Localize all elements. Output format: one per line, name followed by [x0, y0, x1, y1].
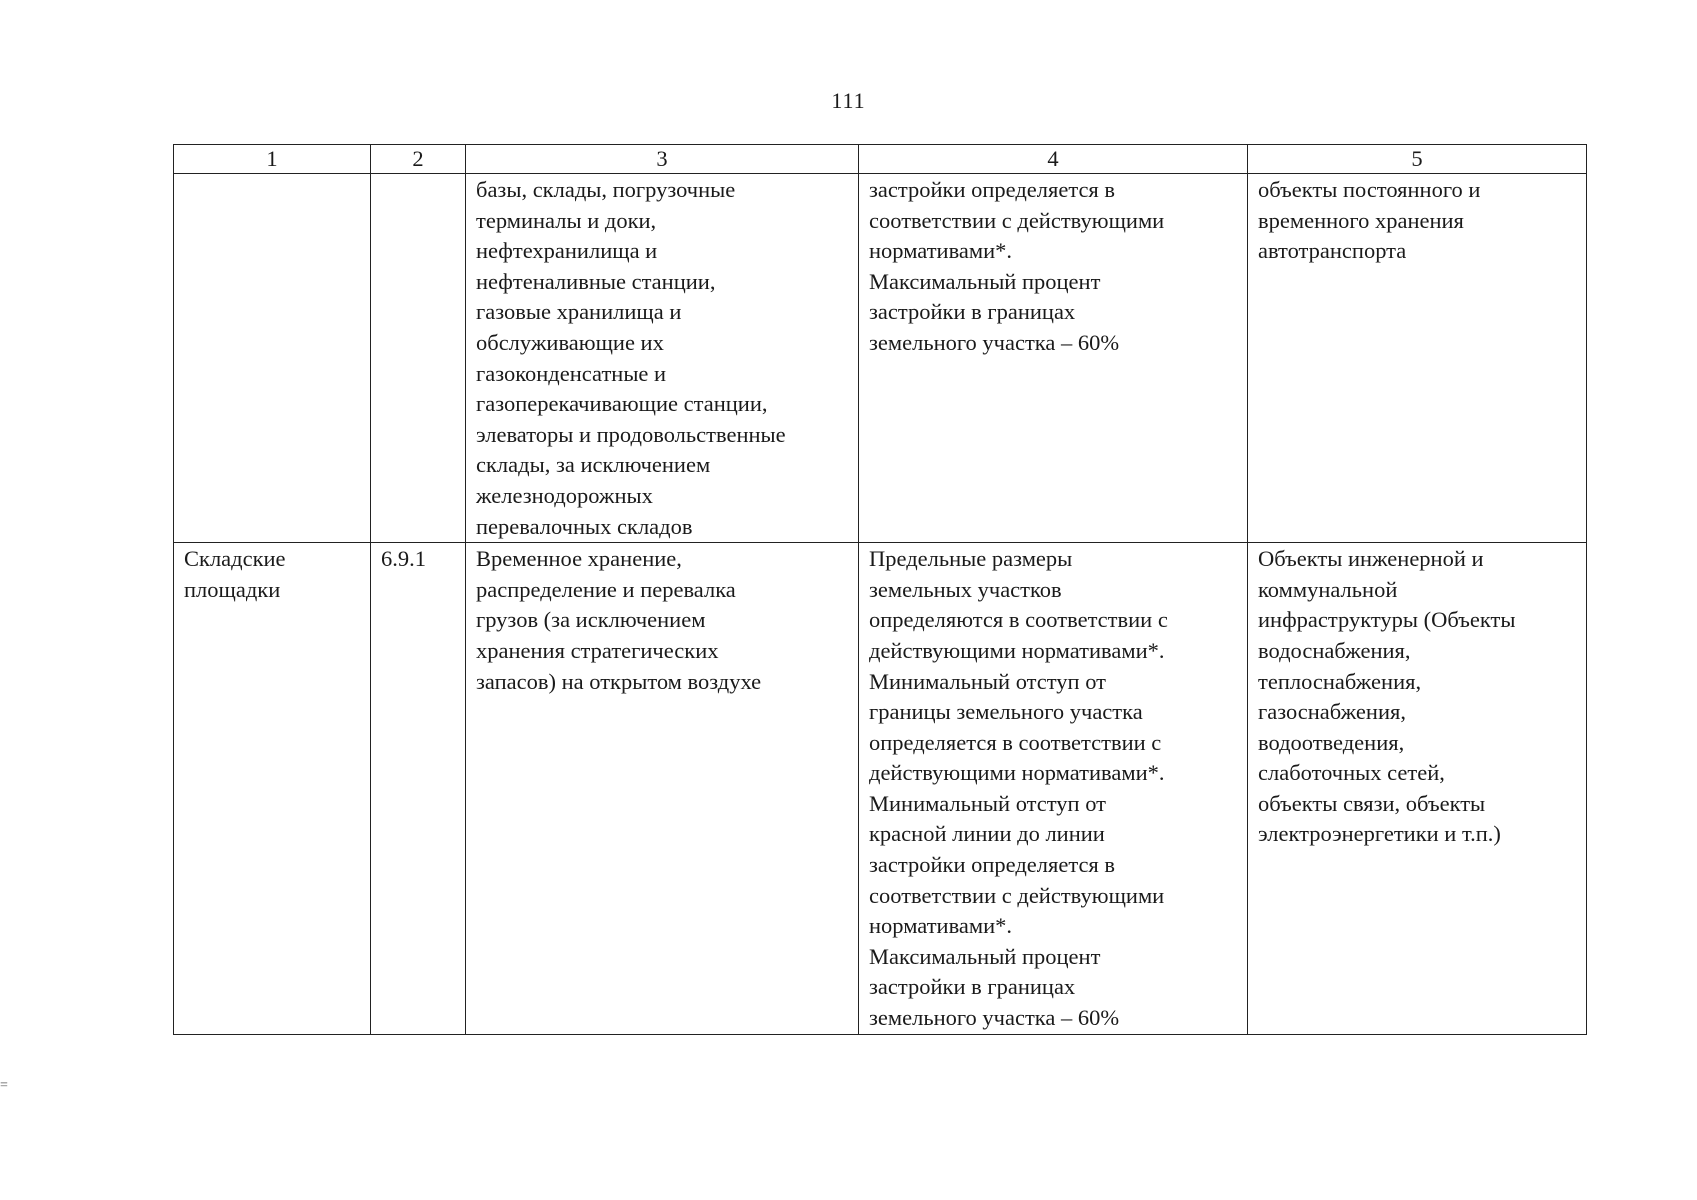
auxiliary-uses-cell: объекты постоянного и временного хранения автотранспорта — [1248, 174, 1587, 543]
header-cell-3: 3 — [466, 145, 859, 174]
parameters-cell: Предельные размеры земельных участков определяются в соответствии с действующими нормативами*. Минимальный отступ от границы земельного участка определяется в соответствии с действующими нормативами*. Минимальный отступ от красной линии до линии застройки определяется в соответствии с действующими нормативами*. Максимальный процент застройки в границах земельного участка – 60% — [859, 543, 1248, 1035]
header-cell-2: 2 — [371, 145, 466, 174]
page-number: 111 — [831, 88, 866, 113]
header-cell-5: 5 — [1248, 145, 1587, 174]
table-header-row — [174, 145, 1587, 174]
header-cell-4: 4 — [859, 145, 1248, 174]
header-cell-1: 1 — [174, 145, 371, 174]
land-use-description-cell: базы, склады, погрузочные терминалы и доки, нефтехранилища и нефтеналивные станции, газовые хранилища и обслуживающие их газоконденсатные и газоперекачивающие станции, элеваторы и продовольственные склады, за исключением железнодорожных перевалочных складов — [466, 174, 859, 543]
zoning-table — [173, 144, 1587, 1035]
auxiliary-uses-cell: Объекты инженерной и коммунальной инфраструктуры (Объекты водоснабжения, теплоснабжения, газоснабжения, водоотведения, слаботочных сетей, объекты связи, объекты электроэнергетики и т.п.) — [1248, 543, 1587, 1035]
land-use-name-cell: Складские площадки — [174, 543, 371, 1035]
parameters-cell: застройки определяется в соответствии с действующими нормативами*. Максимальный процент застройки в границах земельного участка – 60% — [859, 174, 1248, 543]
table-row — [174, 174, 1587, 543]
scan-margin-mark: = — [0, 1078, 8, 1093]
land-use-code-cell — [371, 174, 466, 543]
table-row — [174, 543, 1587, 1035]
land-use-description-cell: Временное хранение, распределение и перевалка грузов (за исключением хранения стратегических запасов) на открытом воздухе — [466, 543, 859, 1035]
land-use-code-cell: 6.9.1 — [371, 543, 466, 1035]
land-use-name-cell — [174, 174, 371, 543]
